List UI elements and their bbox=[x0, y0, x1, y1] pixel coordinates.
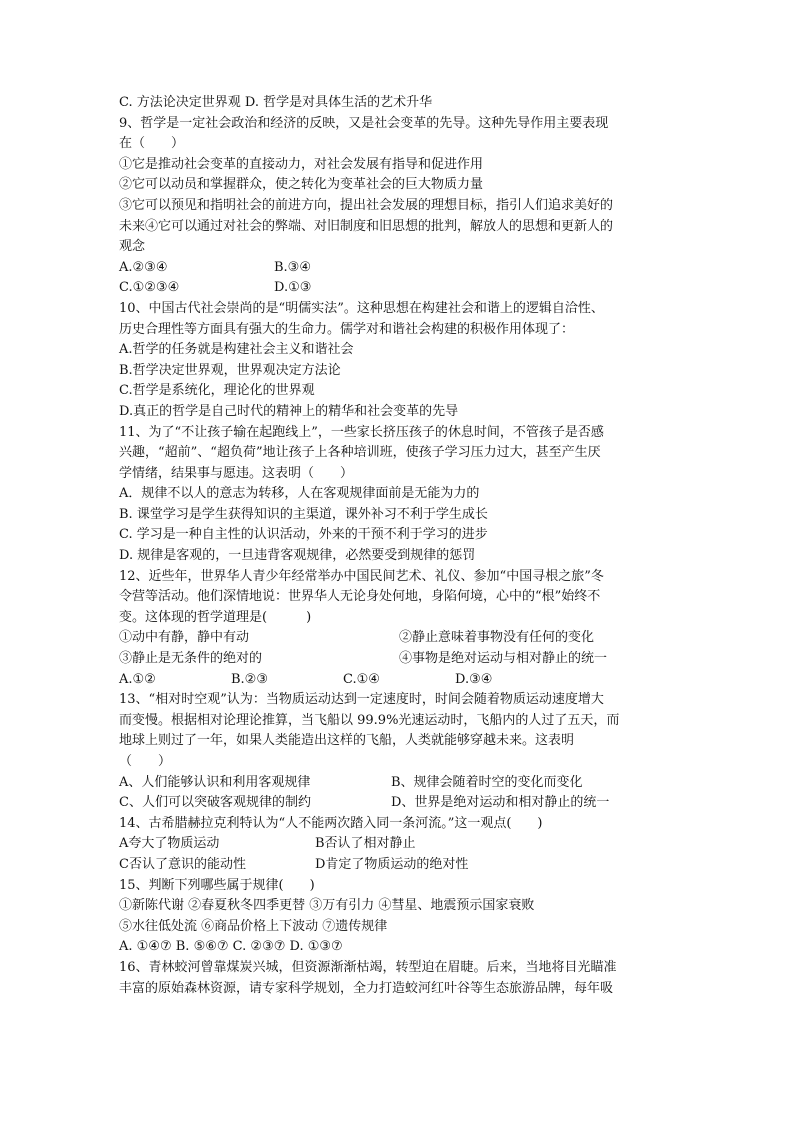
q10-option-a: A.哲学的任务就是构建社会主义和谐社会 bbox=[119, 342, 354, 358]
q12-statement-3: ③静止是无条件的绝对的 bbox=[119, 651, 263, 667]
q13-stem-line-3: 地球上则过了一年，如果人类能造出这样的飞船，人类就能够穿越未来。这表明 bbox=[119, 733, 575, 749]
q12-statements-row-2 bbox=[119, 649, 679, 670]
q13-stem-line-2: 而变慢。根据相对论理论推算，当飞船以 99.9%光速运动时，飞船内的人过了五天，而 bbox=[119, 712, 620, 728]
q10-option-b: B.哲学决定世界观，世界观决定方法论 bbox=[119, 362, 341, 378]
q13-option-b: B、规律会随着时空的变化而变化 bbox=[391, 774, 583, 790]
q9-stem-line-2: 在（ ） bbox=[119, 136, 185, 152]
q11-option-a: A．规律不以人的意志为转移，人在客观规律面前是无能为力的 bbox=[119, 486, 480, 502]
q9-option-b: B.③④ bbox=[274, 259, 311, 275]
q11-option-d: D. 规律是客观的，一旦违背客观规律，必然要受到规律的惩罚 bbox=[119, 548, 476, 564]
q12-statement-4: ④事物是绝对运动与相对静止的统一 bbox=[399, 651, 608, 667]
q15-statements-1: ①新陈代谢 ②春夏秋冬四季更替 ③万有引力 ④彗星、地震预示国家衰败 bbox=[119, 898, 535, 914]
q16-stem-line-1: 16、青林蛟河曾靠煤炭兴城，但资源渐渐枯竭，转型迫在眉睫。后来，当地将目光瞄准 bbox=[119, 959, 617, 975]
q10-option-d: D.真正的哲学是自己时代的精神上的精华和社会变革的先导 bbox=[119, 403, 459, 419]
q9-option-d: D.①③ bbox=[274, 280, 312, 296]
q13-options-row-2 bbox=[119, 793, 679, 814]
q9-options-row-1 bbox=[119, 258, 679, 279]
q11-option-b: B. 课堂学习是学生获得知识的主渠道，课外补习不利于学生成长 bbox=[119, 506, 488, 522]
q11-stem-line-3: 学情绪，结果事与愿违。这表明（ ） bbox=[119, 465, 354, 481]
q9-statement-3: ③它可以预见和指明社会的前进方向，提出社会发展的理想目标，指引人们追求美好的 bbox=[119, 197, 614, 213]
q11-stem-line-2: 兴趣，“超前”、“超负荷”地让孩子上各种培训班，使孩子学习压力过大，甚至产生厌 bbox=[119, 445, 601, 461]
q9-statement-4-cont: 观念 bbox=[119, 239, 146, 255]
q11-stem-line-1: 11、为了“不让孩子输在起跑线上”，一些家长挤压孩子的休息时间，不管孩子是否感 bbox=[119, 424, 604, 440]
q14-stem: 14、古希腊赫拉克利特认为“人不能两次踏入同一条河流。”这一观点( ) bbox=[119, 815, 543, 831]
q13-options-row-1 bbox=[119, 773, 679, 794]
q13-option-c: C、人们可以突破客观规律的制约 bbox=[119, 795, 311, 811]
q10-option-c: C.哲学是系统化，理论化的世界观 bbox=[119, 383, 315, 399]
q13-option-a: A、人们能够认识和利用客观规律 bbox=[119, 774, 311, 790]
q13-stem-line-1: 13、“相对时空观”认为：当物质运动达到一定速度时，时间会随着物质运动速度增大 bbox=[119, 692, 604, 708]
q14-option-a: A夸大了物质运动 bbox=[119, 836, 220, 852]
q12-option-a: A.①② bbox=[119, 671, 156, 687]
q9-option-c: C.①②③④ bbox=[119, 280, 180, 296]
q16-stem-line-2: 丰富的原始森林资源，请专家科学规划，全力打造蛟河红叶谷等生态旅游品牌，每年吸 bbox=[119, 980, 614, 996]
q12-options-row bbox=[119, 670, 679, 691]
q9-statement-1: ①它是推动社会变革的直接动力，对社会发展有指导和促进作用 bbox=[119, 156, 484, 172]
q12-option-c: C.①④ bbox=[343, 671, 380, 687]
q10-stem-line-1: 10、中国古代社会崇尚的是“明儒实法”。这种思想在构建社会和谐上的逻辑自洽性、 bbox=[119, 300, 604, 316]
q15-options: A. ①④⑦ B. ⑤⑥⑦ C. ②③⑦ D. ①③⑦ bbox=[119, 939, 343, 955]
q13-option-d: D、世界是绝对运动和相对静止的统一 bbox=[391, 795, 610, 811]
q12-statement-1: ①动中有静，静中有动 bbox=[119, 630, 250, 646]
q14-option-d: D肯定了物质运动的绝对性 bbox=[315, 856, 469, 872]
q12-option-d: D.③④ bbox=[455, 671, 493, 687]
q14-options-row-1 bbox=[119, 834, 679, 855]
q12-stem-line-2: 令营等活动。他们深情地说：世界华人无论身处何地，身陷何境，心中的“根”始终不 bbox=[119, 589, 601, 605]
q13-stem-line-4: （ ） bbox=[119, 754, 172, 769]
q8-options-cd: C. 方法论决定世界观 D. 哲学是对具体生活的艺术升华 bbox=[119, 95, 433, 110]
q15-stem: 15、判断下列哪些属于规律( ) bbox=[119, 877, 315, 893]
q10-stem-line-2: 历史合理性等方面具有强大的生命力。儒学对和谐社会构建的积极作用体现了： bbox=[119, 321, 575, 337]
exam-page bbox=[119, 93, 679, 999]
q11-option-c: C. 学习是一种自主性的认识活动，外来的干预不利于学习的进步 bbox=[119, 527, 488, 543]
q12-option-b: B.②③ bbox=[231, 671, 268, 687]
q14-option-c: C否认了意识的能动性 bbox=[119, 856, 246, 872]
q12-statement-2: ②静止意味着事物没有任何的变化 bbox=[399, 630, 595, 646]
q9-stem-line-1: 9、哲学是一定社会政治和经济的反映，又是社会变革的先导。这种先导作用主要表现 bbox=[119, 115, 609, 131]
q14-options-row-2 bbox=[119, 855, 679, 876]
q9-options-row-2 bbox=[119, 278, 679, 299]
q12-statements-row-1 bbox=[119, 628, 679, 649]
q9-option-a: A.②③④ bbox=[119, 259, 168, 275]
q12-stem-line-3: 变。这体现的哲学道理是( ) bbox=[119, 609, 312, 625]
q14-option-b: B否认了相对静止 bbox=[315, 836, 416, 852]
q9-statement-2: ②它可以动员和掌握群众，使之转化为变革社会的巨大物质力量 bbox=[119, 177, 484, 193]
q12-stem-line-1: 12、近些年，世界华人青少年经常举办中国民间艺术、礼仪、参加“中国寻根之旅”冬 bbox=[119, 568, 604, 584]
q9-statement-4: 未来④它可以通过对社会的弊端、对旧制度和旧思想的批判，解放人的思想和更新人的 bbox=[119, 218, 614, 234]
q15-statements-2: ⑤水往低处流 ⑥商品价格上下波动 ⑦遗传规律 bbox=[119, 918, 388, 934]
